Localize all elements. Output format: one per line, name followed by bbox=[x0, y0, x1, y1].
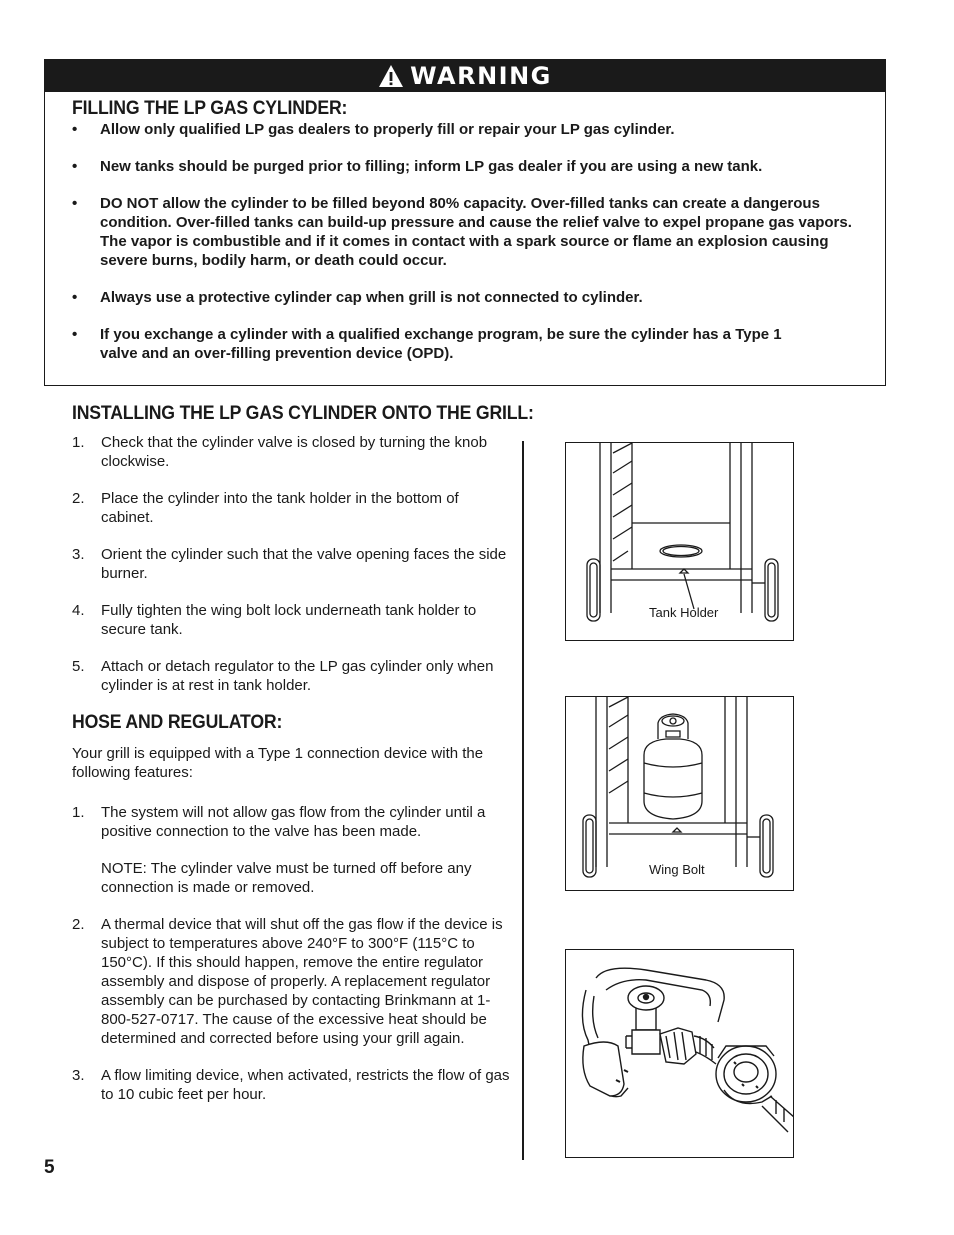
regulator-figure bbox=[565, 949, 794, 1158]
installing-steps bbox=[72, 433, 524, 713]
wing-bolt-caption: Wing Bolt bbox=[649, 862, 705, 877]
list-item: 2. A thermal device that will shut off the gas flow if the device is subject to temperatures above 240°F to 300°F (115°C to 150°C). If this should happen, remove the entire regulator assembly and dispose of properly. A replacement regulator assembly can be purchased by contacting Brinkmann at 1-800-527-0717. The cause of the excessive heat should be determined and corrected before using your grill again. bbox=[72, 916, 503, 1047]
warning-banner bbox=[45, 60, 885, 92]
tank-holder-figure bbox=[565, 442, 794, 641]
list-item: 3. Orient the cylinder such that the valve opening faces the side burner. bbox=[72, 546, 507, 582]
warning-box bbox=[44, 59, 886, 386]
warning-body bbox=[72, 98, 865, 381]
warning-bullet: • Always use a protective cylinder cap when grill is not connected to cylinder. bbox=[72, 289, 643, 306]
warning-bullet: • Allow only qualified LP gas dealers to properly fill or repair your LP gas cylinder. bbox=[72, 121, 675, 138]
warning-bullet: • New tanks should be purged prior to filling; inform LP gas dealer if you are using a new tank. bbox=[72, 158, 763, 175]
filling-heading: FILLING THE LP GAS CYLINDER: bbox=[72, 98, 348, 119]
installing-heading: INSTALLING THE LP GAS CYLINDER ONTO THE GRILL: bbox=[72, 403, 534, 424]
warning-bullet: • If you exchange a cylinder with a qualified exchange program, be sure the cylinder has a Type 1 valve and an over-filling prevention device (OPD). bbox=[72, 326, 782, 362]
column-divider bbox=[522, 441, 524, 1160]
list-item: 2. Place the cylinder into the tank holder in the bottom of cabinet. bbox=[72, 490, 459, 526]
wing-bolt-figure bbox=[565, 696, 794, 891]
list-item: 1. Check that the cylinder valve is closed by turning the knob clockwise. bbox=[72, 434, 488, 470]
tank-holder-caption: Tank Holder bbox=[649, 605, 719, 620]
list-item: 1. The system will not allow gas flow from the cylinder until a positive connection to the valve has been made. NOTE: The cylinder valve must be turned off before any connection is made or removed. bbox=[72, 803, 524, 897]
hose-heading: HOSE AND REGULATOR: bbox=[72, 712, 283, 733]
note-text: NOTE: The cylinder valve must be turned off before any connection is made or removed. bbox=[101, 860, 472, 896]
hose-intro: Your grill is equipped with a Type 1 connection device with the following features: bbox=[72, 745, 484, 781]
page-number: 5 bbox=[44, 1157, 55, 1178]
list-item: 4. Fully tighten the wing bolt lock underneath tank holder to secure tank. bbox=[72, 602, 477, 638]
warning-bullet: • DO NOT allow the cylinder to be filled beyond 80% capacity. Over-filled tanks can create a dangerous condition. Over-filled tanks can build-up pressure and cause the relief valve to expel propane gas vapors. The vapor is combustible and if it comes in contact with a spark source or flame an explosion causing severe burns, bodily harm, or death could occur. bbox=[72, 195, 852, 269]
list-item: 5. Attach or detach regulator to the LP gas cylinder only when cylinder is at rest in tank holder. bbox=[72, 658, 494, 694]
warning-title: WARNING bbox=[410, 62, 552, 90]
list-item: 3. A flow limiting device, when activated, restricts the flow of gas to 10 cubic feet per hour. bbox=[72, 1067, 510, 1103]
warning-triangle-icon bbox=[378, 64, 404, 88]
hose-features bbox=[72, 803, 524, 1122]
regulator-illustration bbox=[566, 950, 794, 1158]
